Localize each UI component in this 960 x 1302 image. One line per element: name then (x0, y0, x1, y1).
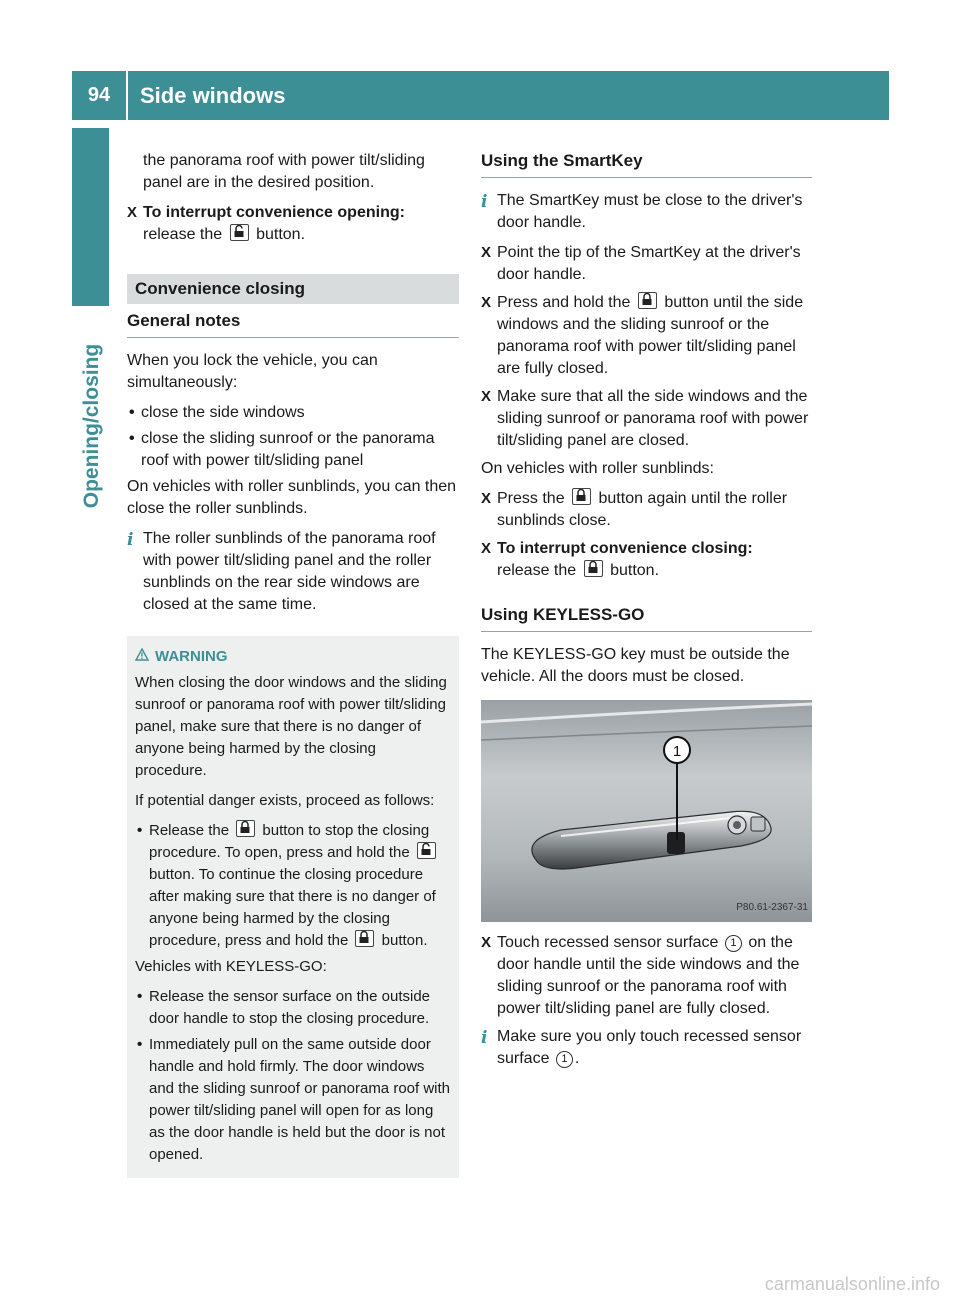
warning-paragraph: Vehicles with KEYLESS-GO: (135, 958, 327, 975)
step-text: button until the side windows and the sliding sunroof or the panorama roof with power tilt/sliding panel are fully closed. (497, 294, 804, 377)
info-icon: i (127, 530, 134, 550)
step (481, 932, 812, 1020)
step-arrow-icon: X (481, 294, 492, 311)
info-text: Make sure you only touch recessed sensor surface (497, 1028, 802, 1067)
info-icon: i (481, 192, 488, 212)
callout-number: 1 (725, 935, 742, 952)
step-interrupt-closing (481, 538, 812, 582)
sidebar-label-container (72, 306, 112, 546)
step-text: on the door handle until the side windows and the sliding sunroof or the panorama roof with power tilt/sliding panel are fully closed. (497, 934, 800, 1017)
step-interrupt-opening (127, 202, 459, 246)
figure-code: P80.61-2367-31 (736, 902, 808, 913)
warning-triangle-icon (135, 646, 149, 668)
warning-paragraph: When closing the door windows and the sliding sunroof or panorama roof with power tilt/sliding panel, make sure that there is no danger of anyone being harmed by the closing procedure. (135, 674, 447, 779)
step-text: Make sure that all the side windows and the sliding sunroof or panorama roof with power tilt/sliding panel are closed. (497, 388, 809, 449)
bullet-icon: • (129, 430, 135, 447)
step (481, 292, 812, 380)
info-text: The roller sunblinds of the panorama roof with power tilt/sliding panel and the roller sunblinds on the rear side windows are closed at the same time. (143, 530, 436, 613)
watermark: carmanualsonline.info (764, 1274, 940, 1294)
header-divider (126, 71, 128, 120)
bullet-icon: • (137, 822, 143, 839)
paragraph: On vehicles with roller sunblinds, you can then close the roller sunblinds. (127, 478, 457, 517)
left-column (127, 150, 459, 1178)
page-title: Side windows (140, 82, 286, 108)
section-title: Convenience closing (127, 274, 459, 304)
step-text: Point the tip of the SmartKey at the driver's door handle. (497, 244, 801, 283)
right-column (481, 150, 812, 1078)
step (481, 386, 812, 452)
warning-list-item (135, 820, 451, 952)
step-arrow-icon: X (481, 388, 492, 405)
door-handle-figure (481, 700, 812, 922)
text: Release the sensor surface on the outside door handle to stop the closing procedure. (149, 988, 431, 1027)
sidebar-label: Opening/closing (80, 343, 103, 509)
info-note (481, 190, 812, 234)
step-text: button. (610, 562, 660, 579)
text: button to stop the closing procedure. To open, press and hold the (149, 822, 430, 861)
info-text: . (574, 1050, 580, 1067)
warning-title: WARNING (155, 648, 228, 665)
paragraph: When you lock the vehicle, you can simultaneously: (127, 352, 378, 391)
lock-button-icon (638, 292, 657, 309)
text: Release the (149, 822, 230, 839)
info-note (481, 1026, 812, 1070)
step-heading: To interrupt convenience closing: (497, 540, 753, 557)
step-arrow-icon: X (127, 204, 138, 221)
lock-button-icon (236, 820, 255, 837)
text: Immediately pull on the same outside door handle and hold firmly. The door windows and the sliding sunroof or panorama roof with power tilt/sliding panel will open for as long as the door handle is held but the door is not opened. (149, 1036, 451, 1163)
step-text: release the (497, 562, 577, 579)
warning-list-item (135, 986, 451, 1030)
intro-text: the panorama roof with power tilt/sliding panel are in the desired position. (143, 152, 425, 191)
info-text: The SmartKey must be close to the driver's door handle. (497, 192, 803, 231)
subsection-title: Using KEYLESS-GO (481, 604, 812, 632)
list-item (127, 402, 459, 424)
subsection-title: General notes (127, 310, 459, 338)
list-item-text: close the side windows (141, 404, 305, 421)
step-arrow-icon: X (481, 490, 492, 507)
info-note (127, 528, 459, 616)
list-item (127, 428, 459, 472)
lock-button-icon (584, 560, 603, 577)
step-text: Press and hold the (497, 294, 631, 311)
step (481, 242, 812, 286)
step-arrow-icon: X (481, 934, 492, 951)
subsection-title: Using the SmartKey (481, 150, 812, 178)
info-icon: i (481, 1028, 488, 1048)
text: button. (381, 932, 428, 949)
step-text: Touch recessed sensor surface (497, 934, 719, 951)
warning-heading (135, 646, 451, 668)
warning-box (127, 636, 459, 1178)
step-text: button again until the roller sunblinds close. (497, 490, 788, 529)
lock-button-icon (355, 930, 374, 947)
warning-paragraph: If potential danger exists, proceed as follows: (135, 792, 435, 809)
step-heading: To interrupt convenience opening: (143, 204, 405, 221)
bullet-icon: • (137, 988, 143, 1005)
warning-list-item (135, 1034, 451, 1166)
figure-callout-label: 1 (672, 743, 682, 760)
step-text: Press the (497, 490, 565, 507)
list-item-text: close the sliding sunroof or the panorama roof with power tilt/sliding panel (141, 430, 435, 469)
step (481, 488, 812, 532)
section-marker (72, 128, 109, 306)
bullet-icon: • (129, 404, 135, 421)
step-text: release the (143, 226, 223, 243)
page-number: 94 (87, 84, 111, 106)
bullet-icon: • (137, 1036, 143, 1053)
text: button. To continue the closing procedure after making sure that there is no danger of anyone being harmed by the closing procedure, press and hold the (149, 866, 436, 949)
step-arrow-icon: X (481, 244, 492, 261)
paragraph: The KEYLESS-GO key must be outside the vehicle. All the doors must be closed. (481, 646, 790, 685)
unlock-button-icon (230, 224, 249, 241)
step-text: button. (256, 226, 306, 243)
unlock-button-icon (417, 842, 436, 859)
step-arrow-icon: X (481, 540, 492, 557)
callout-number: 1 (556, 1051, 573, 1068)
lock-button-icon (572, 488, 591, 505)
door-handle-illustration (481, 700, 812, 922)
paragraph: On vehicles with roller sunblinds: (481, 460, 714, 477)
